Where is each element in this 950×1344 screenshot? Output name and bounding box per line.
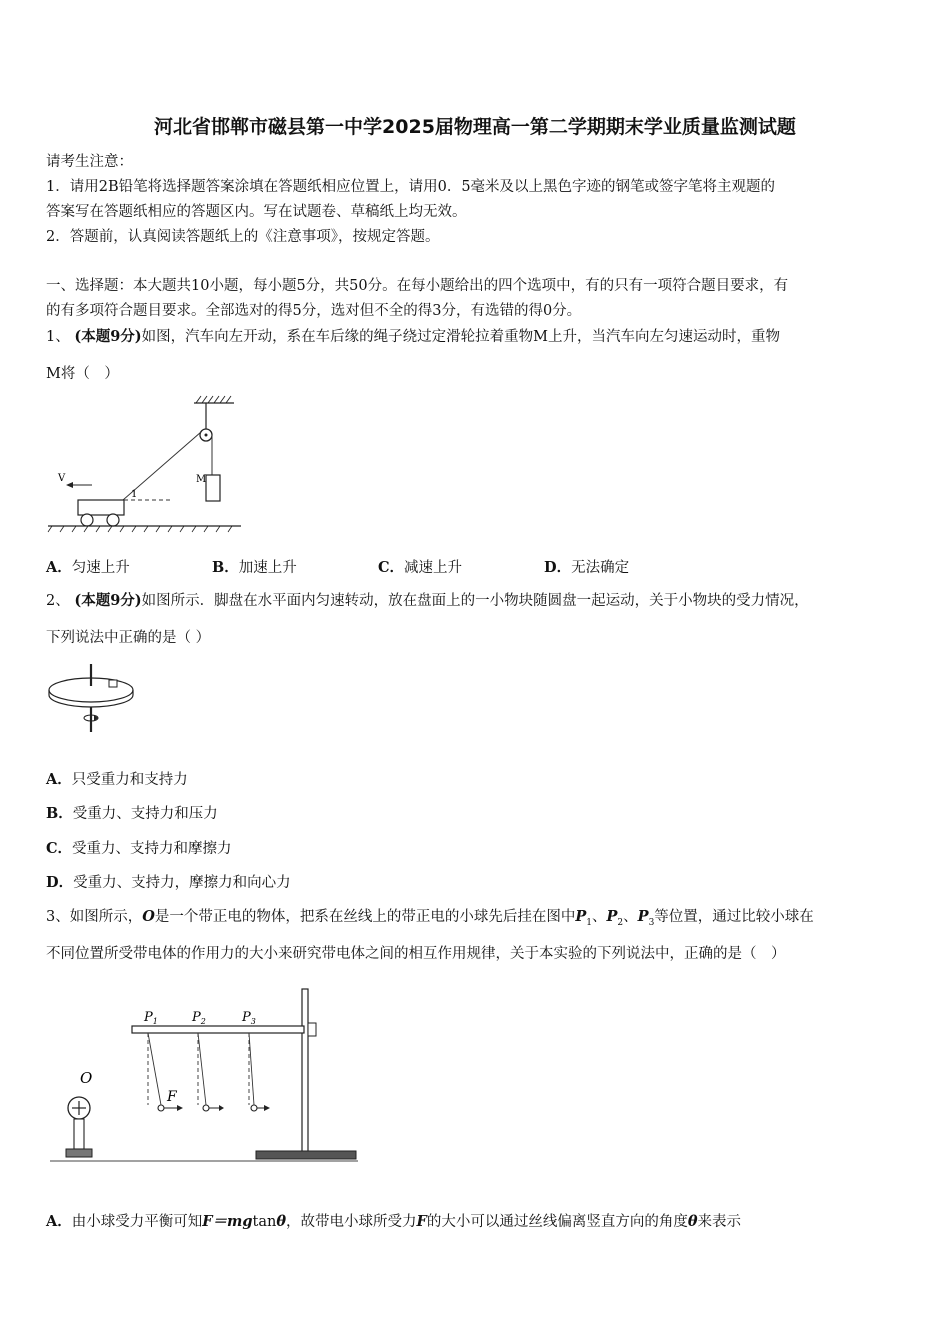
- q2-text-a: 如图所示．脚盘在水平面内匀速转动，放在盘面上的一小物块随圆盘一起运动，关于小物块的受力情况，: [141, 593, 809, 609]
- q1-figure-car-pulley: [46, 395, 246, 535]
- q1-mass-label: M: [196, 474, 207, 485]
- q1-option-a[interactable]: A．匀速上升: [46, 559, 130, 576]
- q3-number: 3、: [46, 909, 70, 925]
- q1-stem-line2: M将（ ）: [46, 366, 119, 382]
- q2-stem-line2: 下列说法中正确的是（ ）: [46, 630, 211, 646]
- q1-text-a: 如图，汽车向左开动，系在车后缘的绳子绕过定滑轮拉着重物M上升，当汽车向左匀速运动时，重物: [141, 329, 780, 345]
- q2-stem-line1: [46, 591, 809, 611]
- q2-score: (本题9分): [74, 592, 142, 609]
- section-heading-line2: 的有多项符合题目要求。全部选对的得5分，选对但不全的得3分，有选错的得0分。: [46, 303, 582, 319]
- q2-number: 2、: [46, 593, 70, 609]
- q2-option-a[interactable]: A．只受重力和支持力: [46, 771, 188, 788]
- q1-score: (本题9分): [74, 328, 142, 345]
- q2-figure-turntable: [46, 660, 141, 735]
- q3-option-a[interactable]: A．由小球受力平衡可知F＝mgtanθ，故带电小球所受力F的大小可以通过丝线偏离竖直方向的角度θ来表示: [46, 1213, 741, 1230]
- q3-p1-label: $P_1$: [144, 1010, 158, 1026]
- q1-option-c[interactable]: C．减速上升: [378, 559, 463, 576]
- notice-heading: 请考生注意：: [46, 154, 133, 170]
- q3-figure-charged-spheres: [46, 985, 366, 1167]
- q3-p2-label: $P_2$: [192, 1010, 206, 1026]
- notice-item-1a: 1．请用2B铅笔将选择题答案涂填在答题纸相应位置上，请用0．5毫米及以上黑色字迹的钢笔或签字笔将主观题的: [46, 179, 776, 195]
- q1-option-b[interactable]: B．加速上升: [212, 559, 297, 576]
- exam-title: 河北省邯郸市磁县第一中学2025届物理高一第二学期期末学业质量监测试题: [154, 116, 796, 138]
- notice-item-2: 2．答题前，认真阅读答题纸上的《注意事项》，按规定答题。: [46, 229, 440, 245]
- q1-stem-line1: [46, 327, 780, 347]
- q1-angle-label: 1: [131, 489, 138, 500]
- q3-force-label: F: [167, 1089, 177, 1105]
- q1-number: 1、: [46, 329, 70, 345]
- q3-stem-line2: 不同位置所受带电体的作用力的大小来研究带电体之间的相互作用规律，关于本实验的下列说法中，正确的是（ ）: [46, 946, 786, 962]
- q3-p3-label: $P_3$: [242, 1010, 256, 1026]
- notice-item-1b: 答案写在答题纸相应的答题区内。写在试题卷、草稿纸上均无效。: [46, 204, 467, 220]
- q2-option-d[interactable]: D．受重力、支持力，摩擦力和向心力: [46, 874, 291, 891]
- q2-option-b[interactable]: B．受重力、支持力和压力: [46, 805, 218, 822]
- q3-o-label: O: [80, 1069, 93, 1087]
- section-heading-line1: 一、选择题：本大题共10小题，每小题5分，共50分。在每小题给出的四个选项中，有的只有一项符合题目要求，有: [46, 278, 789, 294]
- q2-option-c[interactable]: C．受重力、支持力和摩擦力: [46, 840, 232, 857]
- q1-option-d[interactable]: D．无法确定: [544, 559, 630, 576]
- q3-stem-line1: 3、如图所示，O是一个带正电的物体，把系在丝线上的带正电的小球先后挂在图中$P_1$、$P_2$、$P_3$等位置，通过比较小球在: [46, 908, 814, 928]
- q1-velocity-label: V: [58, 473, 66, 484]
